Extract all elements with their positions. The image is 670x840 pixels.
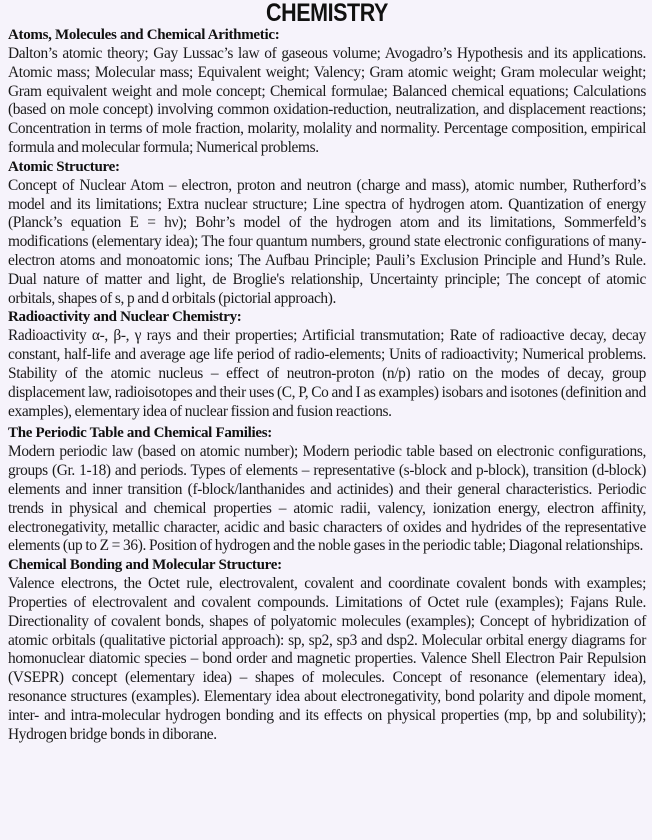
section-radioactivity: [8, 308, 646, 421]
section-body: Dalton’s atomic theory; Gay Lussac’s law of gaseous volume; Avogadro’s Hypothesis and its applications. Atomic mass; Molecular mass; Equivalent weight; Valency; Gram atomic weight; Gram molecular weight; Gram equivalent weight and mole concept; Chemical formulae; Balanced chemical equations; Calculations (based on mole concept) involving common oxidation-reduction, neutralization, and displacement reactions; Concentration in terms of mole fraction, molarity, molality and normality. Percentage composition, empirical formula and molecular formula; Numerical problems.: [8, 45, 646, 156]
section-heading: Radioactivity and Nuclear Chemistry:: [8, 309, 242, 326]
section-heading: Chemical Bonding and Molecular Structure:: [8, 557, 282, 574]
section-heading: The Periodic Table and Chemical Families:: [8, 425, 272, 442]
section-atoms-molecules: [8, 26, 646, 158]
section-heading: Atoms, Molecules and Chemical Arithmetic:: [8, 27, 280, 43]
section-body: Modern periodic law (based on atomic number); Modern periodic table based on electronic configurations, groups (Gr. 1-18) and periods. Types of elements – representative (s-block and p-block), transition (d-block) elements and inner transition (f-block/lanthanides and actinides) and their general characteristics. Periodic trends in physical and chemical properties – atomic radii, valency, ionization energy, electron affinity, electronegativity, metallic character, acidic and basic characters of oxides and hydrides of the representative elements (up to Z = 36). Position of hydrogen and the noble gases in the periodic table; Diagonal relationships.: [8, 443, 646, 555]
section-body: Valence electrons, the Octet rule, electrovalent, covalent and coordinate covalent bonds with examples; Properties of electrovalent and covalent compounds. Limitations of Octet rule (examples); Fajans Rule. Directionality of covalent bonds, shapes of polyatomic molecules (examples); Concept of hybridization of atomic orbitals (qualitative pictorial approach): sp, sp2, sp3 and dsp2. Molecular orbital energy diagrams for homonuclear diatomic species – bond order and magnetic properties. Valence Shell Electron Pair Repulsion (VSEPR) concept (elementary idea) – shapes of molecules. Concept of resonance (elementary idea), resonance structures (examples). Elementary idea about electronegativity, bond polarity and dipole moment, inter- and intra-molecular hydrogen bonding and its effects on physical properties (mp, bp and solubility); Hydrogen bridge bonds in diborane.: [8, 575, 646, 743]
section-body: Concept of Nuclear Atom – electron, proton and neutron (charge and mass), atomic number, Rutherford’s model and its limitations; Extra nuclear structure; Line spectra of hydrogen atom. Quantization of energy (Planck’s equation E = hν); Bohr’s model of the hydrogen atom and its limitations, Sommerfeld’s modifications (elementary idea); The four quantum numbers, ground state electronic configurations of many-electron atoms and monoatomic ions; The Aufbau Principle; Pauli’s Exclusion Principle and Hund’s Rule. Dual nature of matter and light, de Broglie's relationship, Uncertainty principle; The concept of atomic orbitals, shapes of s, p and d orbitals (pictorial approach).: [8, 176, 646, 307]
section-periodic-table: [8, 424, 646, 556]
section-heading: Atomic Structure:: [8, 158, 120, 175]
section-atomic-structure: [8, 158, 646, 309]
page-title: CHEMISTRY: [266, 0, 388, 27]
section-body: Radioactivity α-, β-, γ rays and their properties; Artificial transmutation; Rate of radioactive decay, decay constant, half-life and average age life period of radio-elements; Units of radioactivity; Numerical problems. Stability of the atomic nucleus – effect of neutron-proton (n/p) ratio on the modes of decay, group displacement law, radioisotopes and their uses (C, P, Co and I as examples) isobars and isotones (definition and examples), elementary idea of nuclear fission and fusion reactions.: [8, 327, 646, 420]
section-chemical-bonding: [8, 556, 646, 744]
